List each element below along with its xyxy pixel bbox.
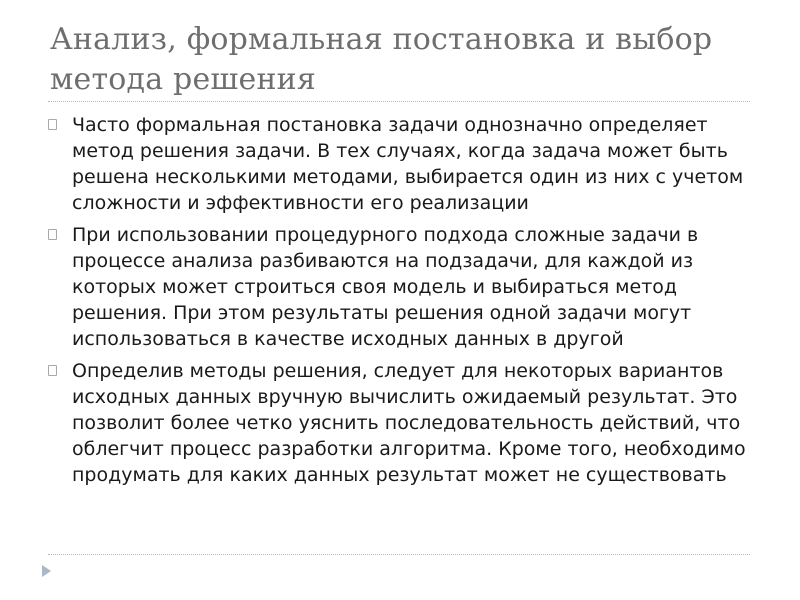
bullet-text: При использовании процедурного подхода сложные задачи в процессе анализа разбиваются на подзадачи, для каждой из которых может строиться своя модель и выбираться метод решения. При этом результаты решения одной задачи могут использоваться в качестве исходных данных в другой [72, 224, 699, 350]
title-divider [48, 101, 750, 102]
bullet-square-icon [48, 229, 57, 240]
bullet-text: Определив методы решения, следует для некоторых вариантов исходных данных вручную вычислить ожидаемый результат. Это позволит более четко уяснить последовательность действий, что облегчит процесс разработки алгоритма. Кроме того, необходимо продумать для каких данных результат может не существовать [72, 360, 746, 486]
bullet-item [48, 222, 760, 352]
bullet-list [48, 112, 760, 494]
bullet-text: Часто формальная постановка задачи однозначно определяет метод решения задачи. В тех случаях, когда задача может быть решена несколькими методами, выбирается один из них с учетом сложности и эффективности его реализации [72, 114, 744, 214]
bullet-square-icon [48, 365, 57, 376]
bullet-item [48, 112, 760, 216]
slide-title: Анализ, формальная постановка и выбор метода решения [50, 22, 713, 97]
bullet-square-icon [48, 119, 57, 130]
play-triangle-icon[interactable] [42, 565, 51, 577]
footer-divider [48, 554, 750, 555]
bullet-item [48, 358, 760, 488]
